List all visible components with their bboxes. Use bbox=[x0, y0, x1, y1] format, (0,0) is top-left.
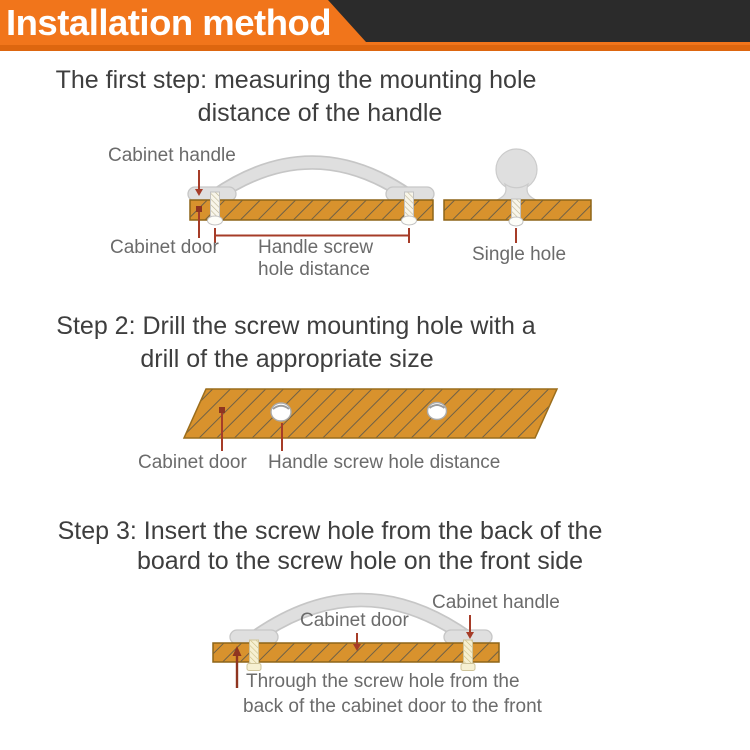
cabinet-door-panel bbox=[184, 389, 557, 438]
label-cabinet-door: Cabinet door bbox=[110, 237, 219, 258]
label-screw-distance-line1: Handle screw bbox=[258, 237, 374, 258]
label-cabinet-handle: Cabinet handle bbox=[432, 592, 560, 613]
screw-knob-head bbox=[509, 217, 523, 226]
step2-title-line2: drill of the appropriate size bbox=[140, 345, 434, 373]
header-dark-ribbon bbox=[328, 0, 750, 42]
screw-left-head bbox=[247, 664, 261, 671]
screw-left bbox=[211, 192, 220, 219]
screw-right bbox=[464, 640, 473, 665]
step1-title-line2: distance of the handle bbox=[197, 99, 443, 127]
label-through-line2: back of the cabinet door to the front bbox=[243, 696, 542, 717]
pointer-cabinet-door-dot bbox=[219, 407, 225, 413]
step3-title-line2: board to the screw hole on the front side bbox=[136, 547, 584, 575]
screw-left-head bbox=[208, 216, 223, 225]
header-bottom-strip bbox=[0, 45, 750, 51]
step1-title-line1: The first step: measuring the mounting hole bbox=[55, 66, 537, 94]
cabinet-door-board bbox=[190, 200, 433, 220]
step3-title-line1: Step 3: Insert the screw hole from the back of the bbox=[57, 517, 603, 545]
screw-right-head bbox=[402, 216, 417, 225]
handle-arc bbox=[215, 163, 409, 197]
label-cabinet-door: Cabinet door bbox=[300, 610, 409, 631]
step2-title-line1: Step 2: Drill the screw mounting hole with a bbox=[56, 312, 536, 340]
knob-ball bbox=[496, 149, 537, 190]
screw-right bbox=[405, 192, 414, 219]
label-through-line1: Through the screw hole from the bbox=[246, 671, 520, 692]
header-banner bbox=[0, 0, 750, 51]
label-cabinet-handle: Cabinet handle bbox=[108, 145, 236, 166]
pointer-cabinet-door-dot bbox=[196, 206, 202, 212]
label-single-hole: Single hole bbox=[472, 244, 567, 265]
label-screw-hole-distance: Handle screw hole distance bbox=[268, 452, 501, 473]
screw-right-head bbox=[461, 664, 475, 671]
label-screw-distance-line2: hole distance bbox=[258, 259, 370, 280]
screw-left bbox=[250, 640, 259, 665]
label-cabinet-door: Cabinet door bbox=[138, 452, 247, 473]
page-title: Installation method bbox=[6, 2, 332, 43]
